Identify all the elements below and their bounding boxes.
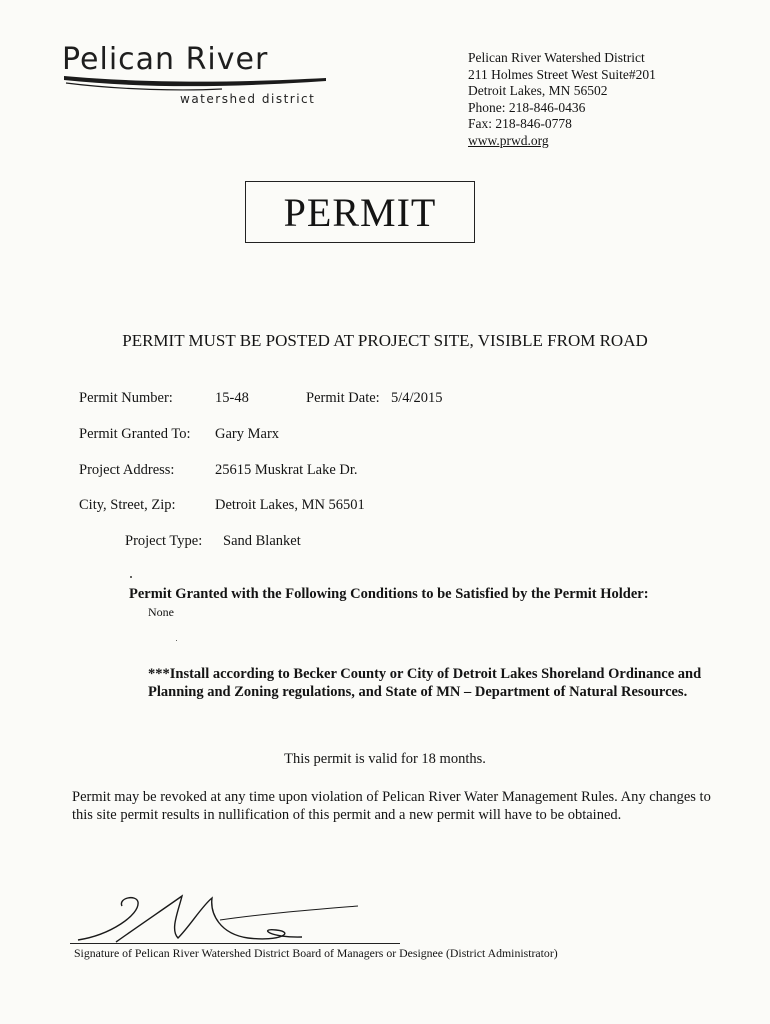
handwritten-signature: [70, 890, 370, 950]
address-city: Detroit Lakes, MN 56502: [468, 83, 608, 99]
permit-number-label: Permit Number:: [79, 390, 173, 406]
project-address-label: Project Address:: [79, 462, 175, 478]
address-fax: Fax: 218-846-0778: [468, 116, 572, 132]
permit-number-value: 15-48: [215, 390, 249, 406]
project-address-value: 25615 Muskrat Lake Dr.: [215, 462, 358, 478]
district-address: [468, 50, 656, 150]
validity-statement: This permit is valid for 18 months.: [284, 751, 486, 767]
address-org: Pelican River Watershed District: [468, 50, 645, 65]
address-street: 211 Holmes Street West Suite#201: [468, 66, 656, 82]
website-link[interactable]: www.prwd.org: [468, 132, 549, 148]
permit-date-value: 5/4/2015: [391, 390, 443, 406]
granted-to-value: Gary Marx: [215, 426, 280, 442]
signature-label: Signature of Pelican River Watershed District Board of Managers or Designee (District Administrator): [74, 946, 558, 960]
conditions-value: None: [148, 605, 174, 619]
city-value: Detroit Lakes, MN 56501: [215, 497, 365, 513]
district-logo: [62, 42, 332, 114]
city-label: City, Street, Zip:: [79, 497, 176, 513]
install-note: ***Install according to Becker County or City of Detroit Lakes Shoreland Ordinance and Planning and Zoning regulations, and State of MN – Department of Natural Resources.: [148, 666, 702, 700]
project-type-value: Sand Blanket: [223, 533, 301, 549]
logo-name: Pelican River: [62, 42, 269, 77]
signature-line: [70, 943, 400, 944]
revocation-note: Permit may be revoked at any time upon violation of Pelican River Water Management Rules. Any changes to this site permit results in nullification of this permit and a new permit will have to be obtained.: [72, 789, 711, 823]
scan-speck: [176, 640, 177, 641]
conditions-heading: Permit Granted with the Following Conditions to be Satisfied by the Permit Holder:: [129, 586, 649, 602]
logo-tagline: watershed district: [180, 92, 316, 106]
granted-to-label: Permit Granted To:: [79, 426, 191, 442]
project-type-label: Project Type:: [125, 533, 203, 549]
posting-notice: PERMIT MUST BE POSTED AT PROJECT SITE, VISIBLE FROM ROAD: [122, 331, 648, 350]
permit-date-label: Permit Date:: [306, 390, 380, 406]
permit-title: PERMIT: [245, 181, 475, 243]
address-phone: Phone: 218-846-0436: [468, 99, 586, 115]
scan-speck: [130, 576, 132, 578]
